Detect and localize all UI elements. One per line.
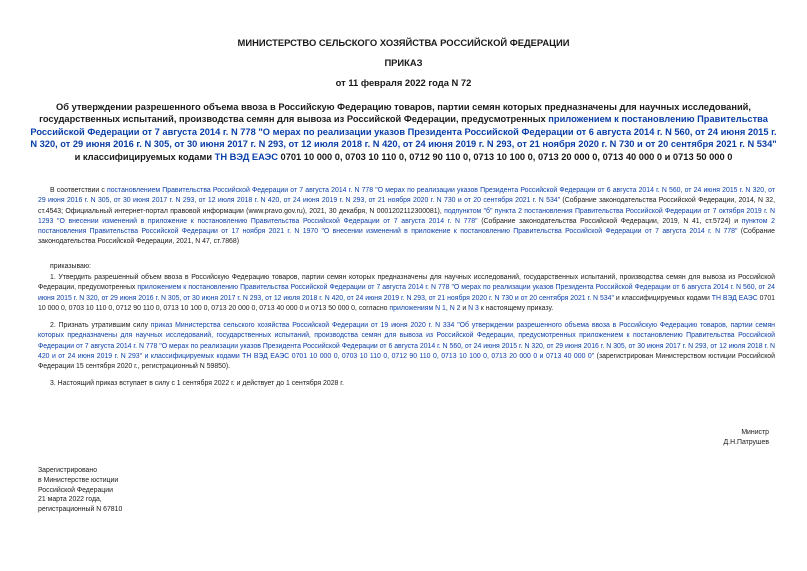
item-text: к настоящему приказу. — [478, 304, 554, 312]
item1-link-appendix-2[interactable]: N 2 — [449, 304, 461, 312]
item-text: 2. Признать утратившим силу — [50, 322, 151, 329]
document-type: ПРИКАЗ — [384, 57, 423, 68]
item-text: 1. Утвердить разрешенный объем ввоза в Российскую Федерацию товаров, партии семян которых предназначены для научных исследований, государственных испытаний, производства семян для вывоза из Российской Федерации, предусмотренных — [38, 274, 775, 292]
item2-link-order-334[interactable]: приказ Министерства сельского хозяйства Российской Федерации от 19 июня 2020 г. N 334 "Об утверждении разрешенного объема ввоза в Российскую Федерацию товаров, партии семян которых предназначены для научных исследований, государственных испытаний, производства семян для вывоза из Российской Федерации, предусмотренных приложением к постановлению Правительства Российской Федерации от 7 августа 2014 г. N 778 "О мерах по реализации указов Президента Российской Федерации от 6 августа 2014 г. N 560, от 24 июня 2015 г. N 320, от 29 июня 2016 г. N 305, от 30 июня 2017 г. N 293, от 12 июля 2018 г. N 420 и от 24 июня 2019 г. N 293" и классифицируемых кодами ТН ВЭД ЕАЭС 0701 10 000 0, 0703 10 110 0, 0712 90 110 0, 0713 10 100 0, 0713 20 000 0 и 0713 40 000 0" — [38, 322, 775, 360]
signer-position: Министр — [741, 429, 769, 436]
preamble-text: (Собрание законодательства Российской Федерации, 2014, N 32, ст.4543; Официальный интернет-портал правовой информации (www.pravo.gov.ru), 2021, 30 декабря, N 0001202112300081), — [38, 197, 775, 215]
preamble-text: В соответствии с — [50, 187, 107, 194]
item1-link-decree[interactable]: приложением к постановлению Правительства Российской Федерации от 7 августа 2014 г. N 778 "О мерах по реализации указов Президента Российской Федерации от 6 августа 2014 г. N 560, от 24 июня 2015 г. N 320, от 29 июня 2016 г. N 305, от 30 июня 2017 г. N 293, от 12 июля 2018 г. N 420, от 24 июня 2019 г. N 293, от 21 ноября 2020 г. N 730 и от 20 сентября 2021 г. N 534" — [38, 284, 775, 302]
order-item-1 — [38, 273, 775, 314]
orders-word: приказываю: — [50, 263, 91, 270]
item-text: 0701 10 000 0, 0703 10 110 0, 0712 90 110 0, 0713 10 100 0, 0713 20 000 0, 0713 40 000 0 и 0713 50 000 0, согласно — [38, 294, 775, 312]
item1-link-tnved[interactable]: ТН ВЭД ЕАЭС — [711, 294, 758, 302]
preamble-paragraph — [38, 186, 775, 248]
title-link-decree[interactable]: приложением к постановлению Правительства Российской Федерации от 7 августа 2014 г. N 778 "О мерах по реализации указов Президента Российской Федерации от 6 августа 2014 г. N 560, от 24 июня 2015 г. N 320, от 29 июня 2016 г. N 305, от 30 июня 2017 г. N 293, от 12 июля 2018 г. N 420, от 24 июня 2019 г. N 293, от 21 ноября 2020 г. N 730 и от 20 сентября 2021 г. N 534" — [30, 114, 777, 150]
registration-line: регистрационный N 67810 — [38, 506, 123, 514]
item-text: (зарегистрирован Министерством юстиции Российской Федерации 15 сентября 2020 г., регистрационный N 59850). — [38, 352, 775, 371]
title-text: и классифицируемых кодами — [74, 151, 215, 162]
preamble-link-decree-778[interactable]: постановлением Правительства Российской Федерации от 7 августа 2014 г. N 778 "О мерах по реализации указов Президента Российской Федерации от 6 августа 2014 г. N 560, от 24 июня 2015 г. N 320, от 29 июня 2016 г. N 305, от 30 июня 2017 г. N 293, от 12 июля 2018 г. N 420, от 24 июня 2019 г. N 293, от 21 ноября 2020 г. N 730 и от 20 сентября 2021 г. N 534" — [38, 187, 775, 205]
item1-link-appendix-1[interactable]: приложениям N 1 — [389, 304, 446, 312]
preamble-link-decree-1293[interactable]: подпунктом "б" пункта 2 постановления Правительства Российской Федерации от 7 октября 2019 г. N 1293 "О внесении изменений в приложение к постановлению Правительства Российской Федерации от 7 августа 2014 г. N 778" — [38, 207, 775, 225]
registration-line: 21 марта 2022 года, — [38, 496, 102, 504]
signer-name: Д.Н.Патрушев — [723, 438, 769, 446]
registration-line: Российской Федерации — [38, 486, 113, 494]
preamble-text: (Собрание законодательства Российской Федерации, 2019, N 41, ст.5724) и — [477, 217, 742, 225]
item-text: , — [445, 304, 450, 312]
item-text: и классифицируемых кодами — [613, 294, 712, 302]
ministry-heading: МИНИСТЕРСТВО СЕЛЬСКОГО ХОЗЯЙСТВА РОССИЙСКОЙ ФЕДЕРАЦИИ — [237, 37, 570, 48]
document-title — [30, 101, 777, 163]
preamble-text: (Собрание законодательства Российской Федерации, 2021, N 47, ст.7868) — [38, 228, 775, 246]
order-item-3: 3. Настоящий приказ вступает в силу с 1 сентября 2022 г. и действует до 1 сентября 2028 г. — [50, 380, 344, 387]
title-text: 0701 10 000 0, 0703 10 110 0, 0712 90 110 0, 0713 10 100 0, 0713 20 000 0, 0713 40 000 0 и 0713 50 000 0 — [277, 151, 733, 162]
title-text: Об утверждении разрешенного объема ввоза в Российскую Федерацию товаров, партии семян которых предназначены для научных исследований, государственных испытаний, производства семян для вывоза из Российской Федерации, предусмотренных — [39, 102, 751, 125]
signature-block — [569, 428, 769, 448]
preamble-link-decree-1970[interactable]: пунктом 2 постановления Правительства Российской Федерации от 17 ноября 2021 г. N 1970 "О внесении изменений в приложение к постановлению Правительства Российской Федерации от 7 августа 2014 г. N 778" — [38, 217, 776, 236]
item-text: и — [460, 304, 469, 312]
registration-line: Зарегистрировано — [38, 467, 98, 474]
document-date: от 11 февраля 2022 года N 72 — [335, 77, 472, 88]
order-item-2 — [38, 321, 775, 372]
registration-block — [38, 466, 298, 515]
title-link-tnved[interactable]: ТН ВЭД ЕАЭС — [214, 151, 278, 162]
registration-line: в Министерстве юстиции — [38, 476, 119, 484]
item1-link-appendix-3[interactable]: N 3 — [468, 304, 479, 312]
